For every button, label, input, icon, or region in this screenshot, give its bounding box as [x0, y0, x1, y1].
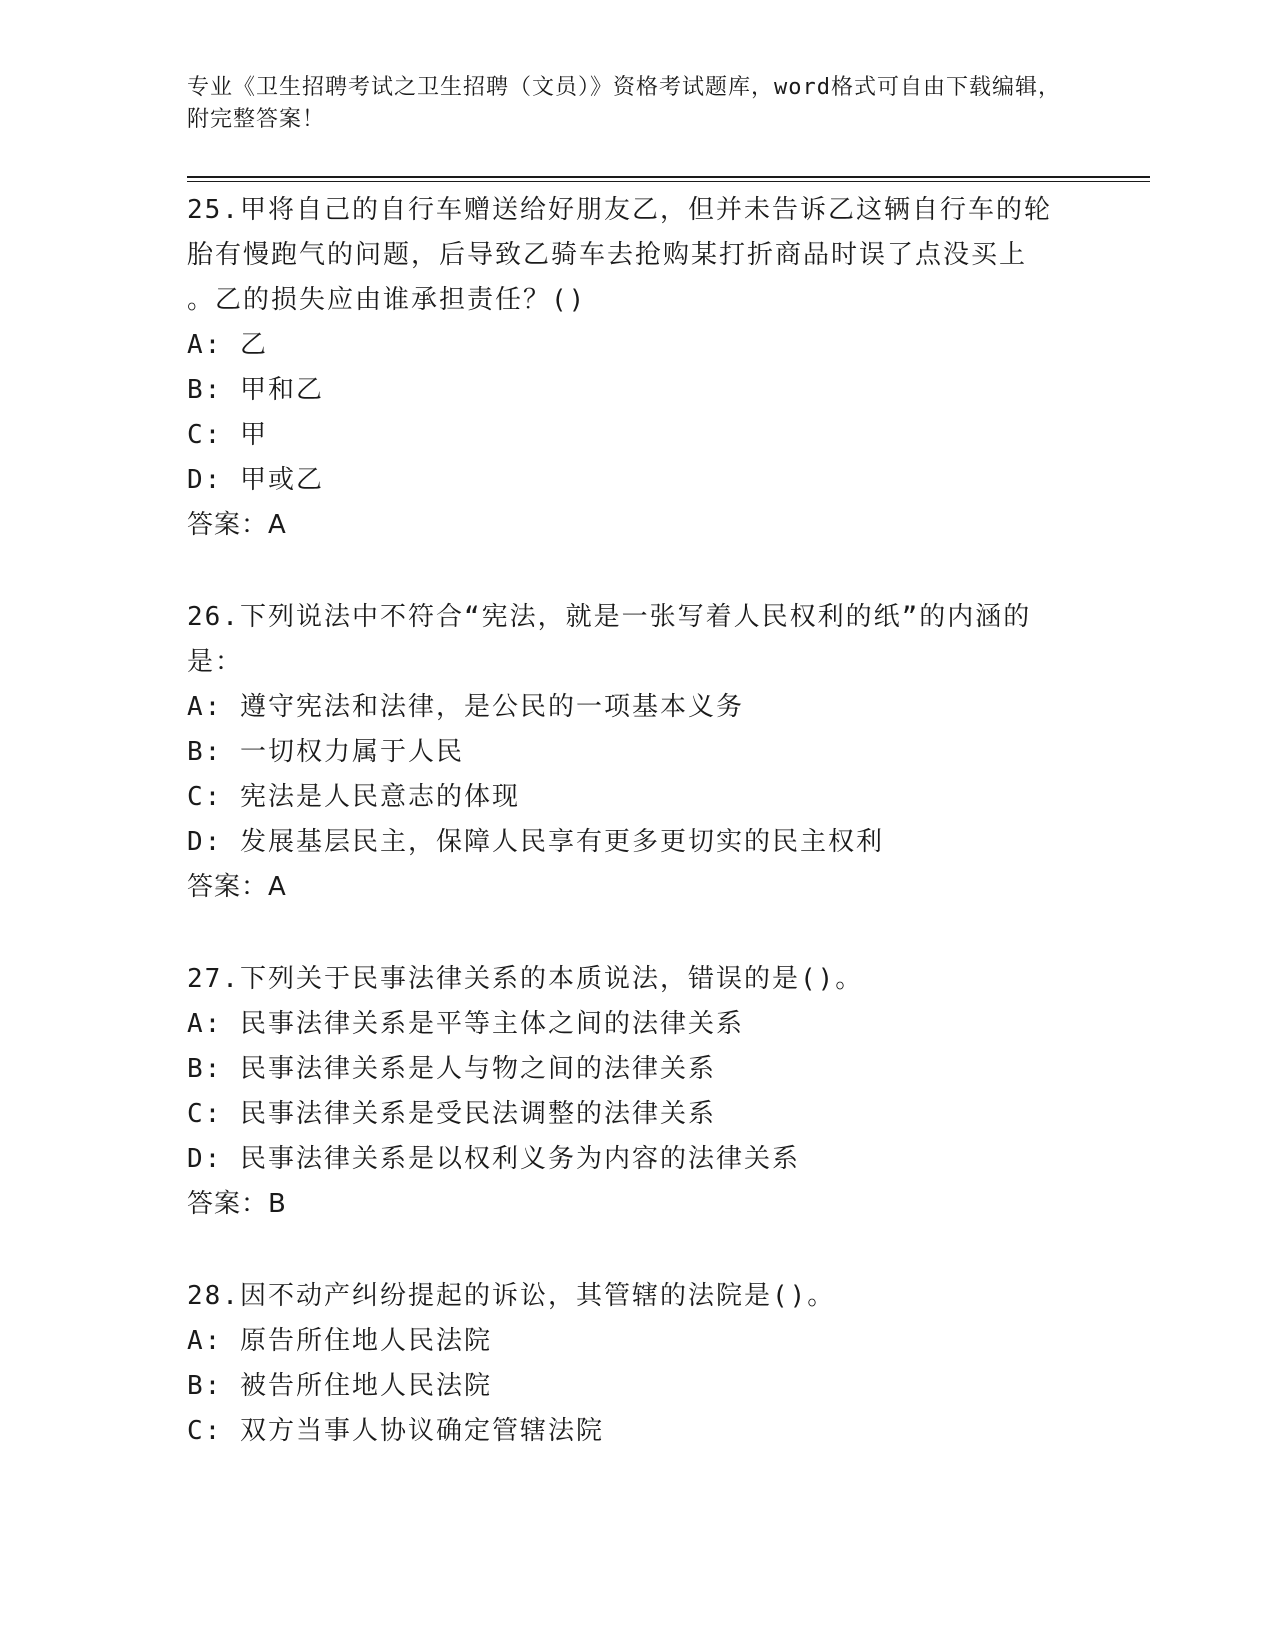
question-stem-line: 。乙的损失应由谁承担责任？() [187, 285, 587, 315]
question-stem-line: 胎有慢跑气的问题，后导致乙骑车去抢购某打折商品时误了点没买上 [187, 240, 1028, 270]
option-a: A: 民事法律关系是平等主体之间的法律关系 [187, 1009, 744, 1039]
option-a: A: 遵守宪法和法律，是公民的一项基本义务 [187, 692, 744, 722]
question-stem-line: 是： [187, 647, 244, 677]
question-stem-line: 28.因不动产纠纷提起的诉讼，其管辖的法院是()。 [187, 1281, 836, 1311]
option-b: B: 甲和乙 [187, 375, 324, 405]
question-stem-line: 25.甲将自己的自行车赠送给好朋友乙，但并未告诉乙这辆自行车的轮 [187, 195, 1052, 225]
option-a: A: 原告所住地人民法院 [187, 1326, 492, 1356]
option-d: D: 发展基层民主，保障人民享有更多更切实的民主权利 [187, 827, 884, 857]
question-26 [187, 595, 1067, 910]
option-c: C: 甲 [187, 420, 268, 450]
option-c: C: 双方当事人协议确定管辖法院 [187, 1416, 604, 1446]
answer-line: 答案：A [187, 872, 287, 902]
header-divider-thin [187, 181, 1150, 182]
option-b: B: 被告所住地人民法院 [187, 1371, 492, 1401]
option-d: D: 民事法律关系是以权利义务为内容的法律关系 [187, 1144, 800, 1174]
question-list [187, 188, 1067, 1501]
option-a: A: 乙 [187, 330, 268, 360]
answer-line: 答案：B [187, 1189, 287, 1219]
question-28 [187, 1274, 1067, 1454]
question-27 [187, 957, 1067, 1227]
option-c: C: 宪法是人民意志的体现 [187, 782, 520, 812]
question-stem-line: 26.下列说法中不符合“宪法，就是一张写着人民权利的纸”的内涵的 [187, 602, 1032, 632]
option-d: D: 甲或乙 [187, 465, 324, 495]
option-b: B: 民事法律关系是人与物之间的法律关系 [187, 1054, 716, 1084]
question-stem-line: 27.下列关于民事法律关系的本质说法，错误的是()。 [187, 964, 864, 994]
option-c: C: 民事法律关系是受民法调整的法律关系 [187, 1099, 716, 1129]
option-b: B: 一切权力属于人民 [187, 737, 464, 767]
document-header: 专业《卫生招聘考试之卫生招聘（文员）》资格考试题库，word格式可自由下载编辑，附完整答案！ [187, 75, 1061, 132]
header-divider-thick [187, 176, 1150, 178]
answer-line: 答案：A [187, 510, 287, 540]
question-25 [187, 188, 1067, 548]
